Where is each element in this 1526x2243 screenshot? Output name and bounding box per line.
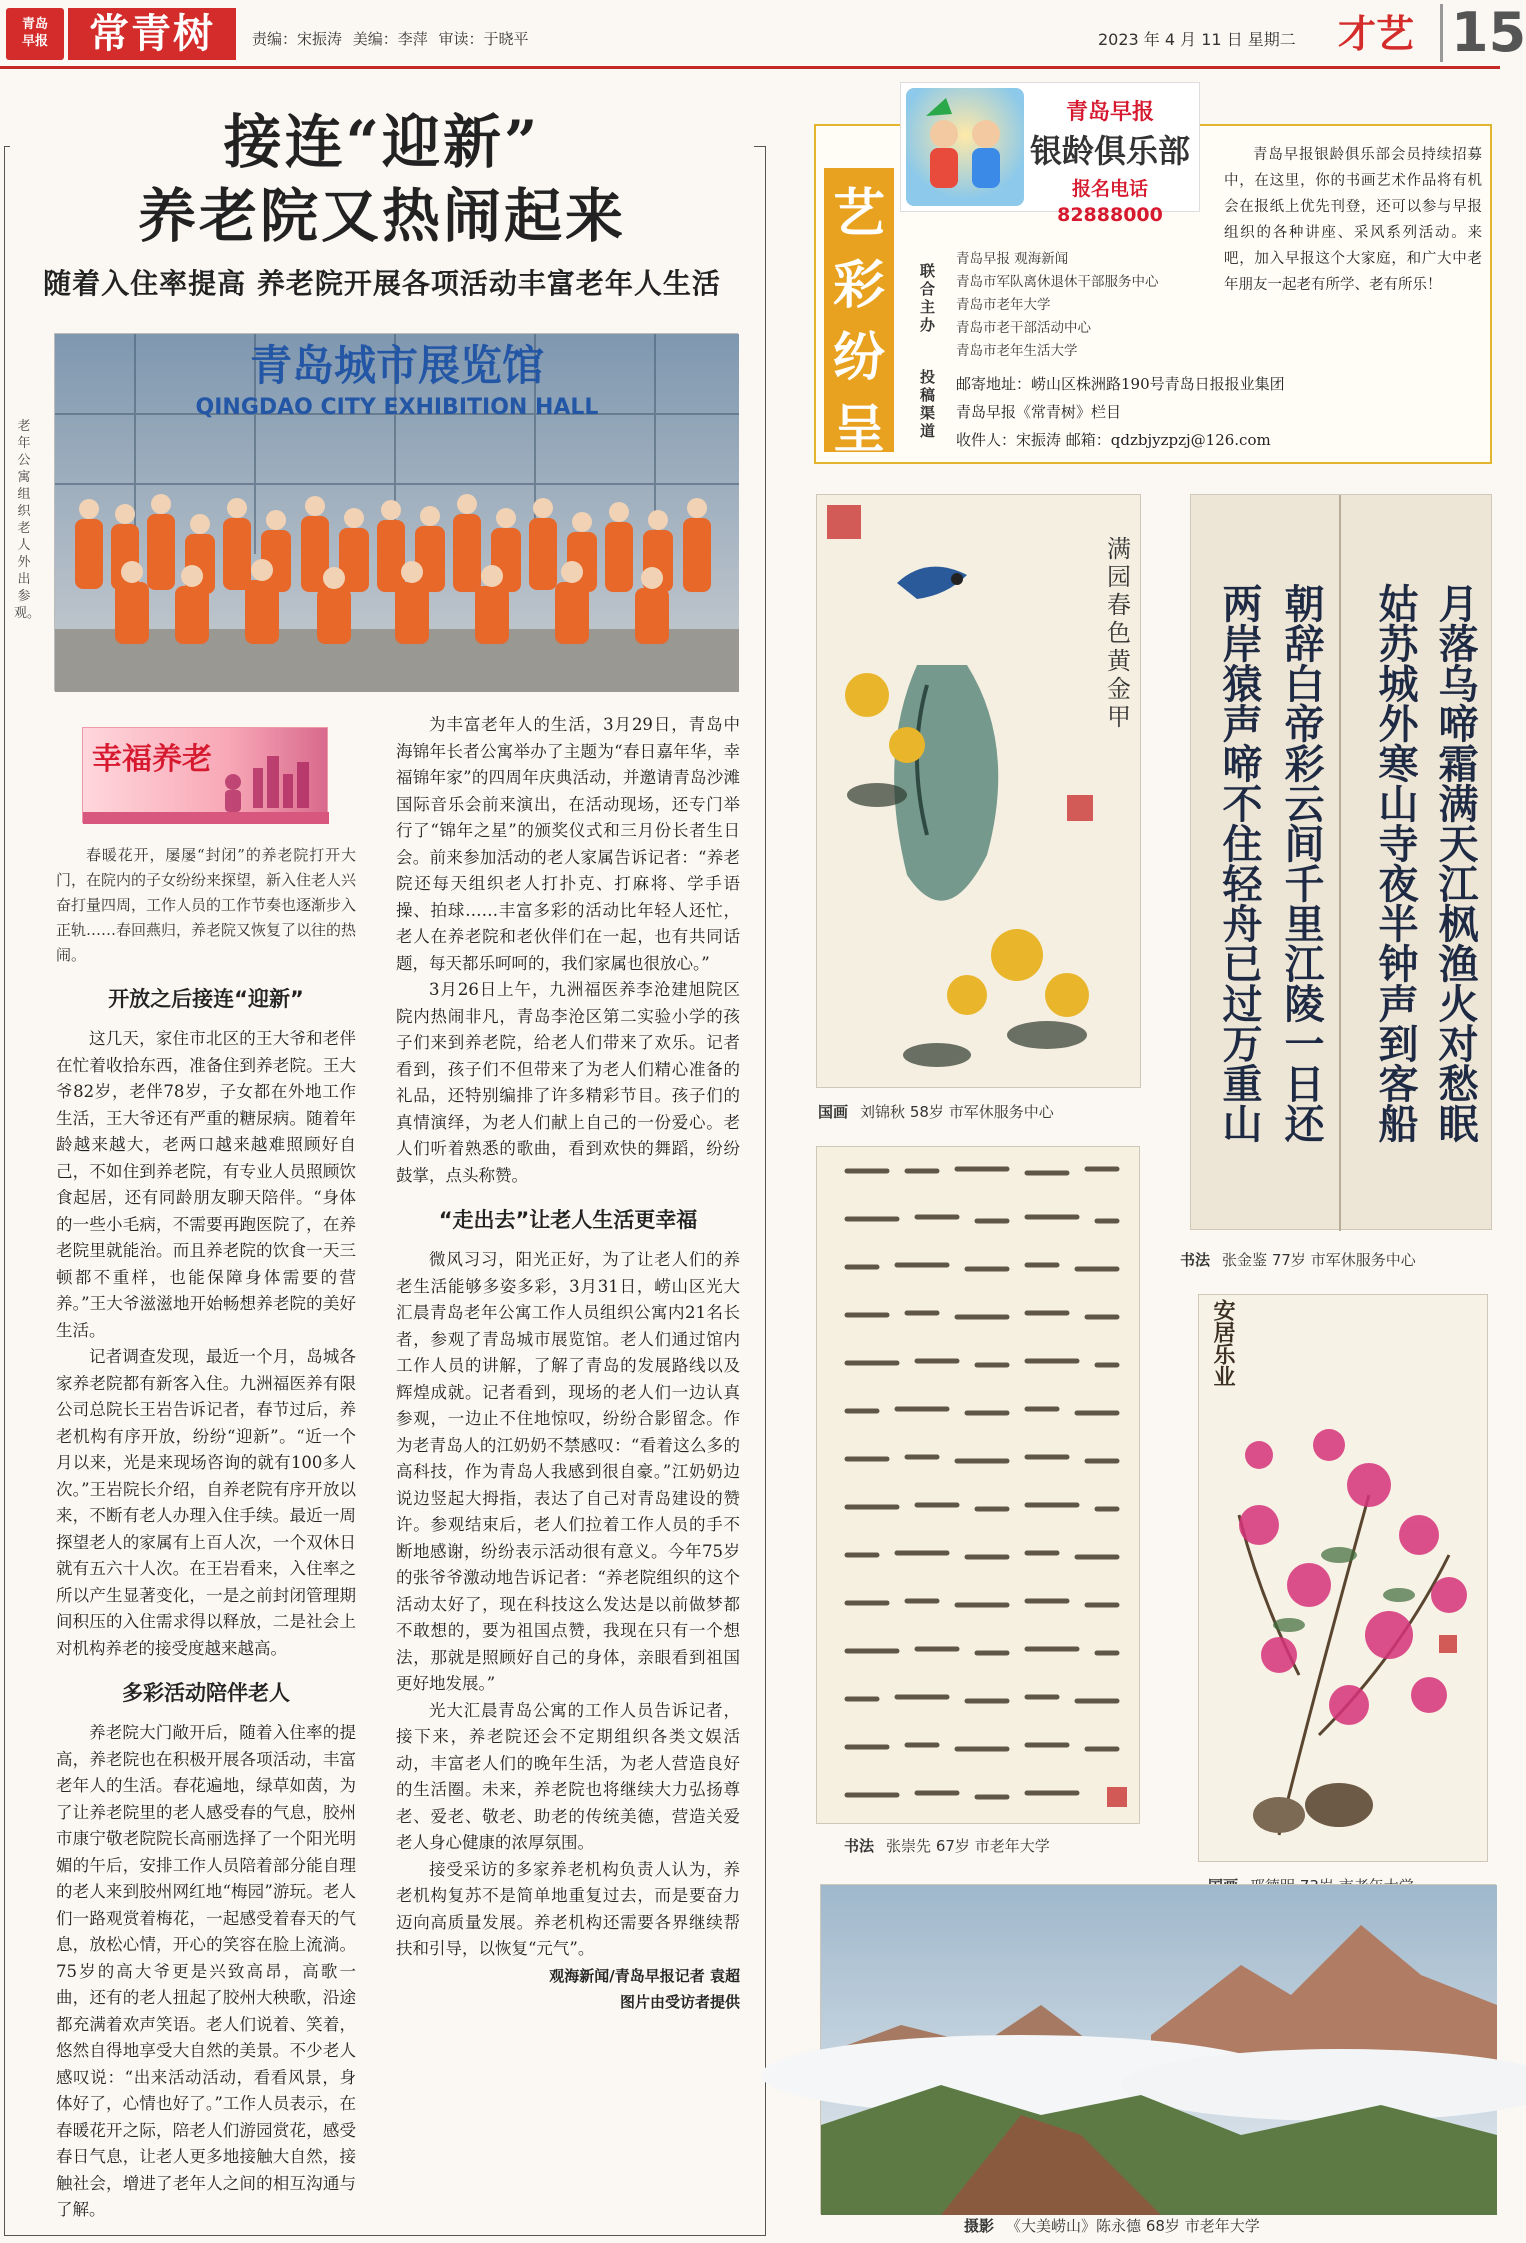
page-number: 15 <box>1440 4 1526 62</box>
byline: 观海新闻/青岛早报记者 袁超 <box>549 1966 740 1985</box>
calligraphy-column: 朝辞白帝彩云间千里江陵一日还 <box>1278 583 1325 1143</box>
host-list <box>956 248 1159 363</box>
article-title-line1: 接连“迎新” <box>10 106 754 178</box>
photo-sign-cn: 青岛城市展览馆 <box>249 341 545 390</box>
article-column-1 <box>56 843 356 2224</box>
artwork-calligraphy-sheet <box>816 1146 1140 1824</box>
paragraph: 光大汇晨青岛公寓的工作人员告诉记者，接下来，养老院还会不定期组织各类文娱活动，丰富老人们的晚年生活，为老人营造良好的生活圈。未来，养老院也将继续大力弘扬尊老、爱老、敬老、助老的传统美德，营造关爱老人身心健康的浓厚氛围。 <box>396 1700 740 1852</box>
artwork-caption: 书法 张金鉴 77岁 市军休服务中心 <box>1180 1251 1416 1269</box>
artwork-caption: 书法 张崇先 67岁 市老年大学 <box>844 1837 1050 1855</box>
artwork-calligraphy-scroll <box>1190 494 1492 1230</box>
photo-credit: 图片由受访者提供 <box>619 1992 740 2011</box>
club-org: 青岛早报 <box>1065 100 1154 125</box>
calligraphy-column: 两岸猿声啼不住轻舟已过万重山 <box>1216 583 1263 1143</box>
paragraph: 这几天，家住市北区的王大爷和老伴在忙着收拾东西，准备住到养老院。王大爷82岁，老伴78岁，子女都在外地工作生活，王大爷还有严重的糖尿病。随着年龄越来越大，老两口越来越难照顾好自己，不如住到养老院，有专业人员照顾饮食起居，还有同龄朋友聊天陪伴。“身体的一些小毛病，不需要再跑医院了，在养老院里就能治。而且养老院的饮食一天三顿都不重样，也能保障身体需要的营养。”王大爷滋滋地开始畅想养老院的美好生活。 <box>56 1029 356 1340</box>
article-column-2 <box>396 712 740 2015</box>
host-label: 联合主办 <box>920 262 936 334</box>
paragraph: 为丰富老年人的生活，3月29日，青岛中海锦年长者公寓举办了主题为“春日嘉年华，幸福锦年家”的四周年庆典活动，并邀请青岛沙滩国际音乐会前来演出，在活动现场，还专门举行了“锦年之星”的颁奖仪式和三月份长者生日会。前来参加活动的老人家属告诉记者：“养老院还每天组织老人打扑克、打麻将、学手语操、拍球……丰富多彩的活动比年轻人还忙，老人在养老院和老伙伴们在一起，也有共同话题，每天都乐呵呵的，我们家属也很放心。” <box>396 715 740 973</box>
submission-info <box>956 370 1286 454</box>
club-phone: 报名电话 82888000 <box>1057 178 1163 226</box>
section-banner-title: 幸福养老 <box>92 742 212 777</box>
calligraphy-column: 姑苏城外寒山寺夜半钟声到客船 <box>1372 583 1419 1143</box>
article-lead: 春暖花开，屡屡“封闭”的养老院打开大门，在院内的子女纷纷来探望，新入住老人兴奋打量四周，工作人员的工作节奏也逐渐步入正轨……春回燕归，养老院又恢复了以往的热闹。 <box>56 846 357 964</box>
artwork-painting-bird <box>816 494 1141 1088</box>
paragraph: 养老院大门敞开后，随着入住率的提高，养老院也在积极开展各项活动，丰富老年人的生活。春花遍地，绿草如茵，为了让养老院里的老人感受春的气息，胶州市康宁敬老院院长高丽选择了一个阳光明媚的午后，安排工作人员陪着部分能自理的老人来到胶州网红地“梅园”游玩。老人们一路观赏着梅花，一起感受着春天的气息，放松心情，开心的笑容在脸上流淌。75岁的高大爷更是兴致高昂，高歌一曲，还有的老人扭起了胶州大秧歌，沿途都充满着欢声笑语。老人们说着、笑着，悠然自得地享受大自然的美景。不少老人感叹说：“出来活动活动，看看风景，身体好了，心情也好了。”工作人员表示，在春暖花开之际，陪老人们游园赏花，感受春日气息，让老人更多地接触大自然，接触社会，增进了老年人之间的相互沟通与了解。 <box>56 1723 356 2219</box>
section-tag: 艺彩纷呈 <box>824 168 894 452</box>
host-item: 青岛市军队离休退休干部服务中心 <box>956 274 1159 290</box>
host-item: 青岛市老年大学 <box>956 297 1051 313</box>
group-photo <box>54 333 738 691</box>
article-subtitle: 随着入住率提高 养老院开展各项活动丰富老年人生活 <box>43 267 721 300</box>
subheading-3: “走出去”让老人生活更幸福 <box>438 1208 698 1232</box>
artwork-painting-flowers <box>1198 1294 1488 1862</box>
editor-credits: 责编：宋振涛 美编：李萍 审读：于晓平 <box>252 30 529 48</box>
artwork-caption: 国画 刘锦秋 58岁 市军休服务中心 <box>818 1103 1054 1121</box>
host-item: 青岛市老年生活大学 <box>956 343 1078 359</box>
club-mascot-icon <box>906 88 1024 206</box>
column-name: 常青树 <box>68 8 236 60</box>
host-item: 青岛早报 观海新闻 <box>956 251 1069 267</box>
calligraphy-column: 月落乌啼霜满天江枫渔火对愁眠 <box>1432 583 1479 1143</box>
section-name: 才艺 <box>1338 11 1415 56</box>
host-item: 青岛市老干部活动中心 <box>956 320 1091 336</box>
artwork-photo-landscape <box>820 1884 1496 2214</box>
header-rule <box>0 66 1500 69</box>
photo-caption: 老年公寓组织老人外出参观。 <box>14 419 41 621</box>
artwork-inscription: 满园春色黄金甲 <box>1107 535 1131 731</box>
subheading-2: 多彩活动陪伴老人 <box>122 1681 290 1705</box>
submission-label: 投稿渠道 <box>920 368 936 440</box>
paragraph: 接受采访的多家养老机构负责人认为，养老机构复苏不是简单地重复过去，而是要奋力迈向高质量发展。养老机构还需要各界继续帮扶和引导，以恢复“元气”。 <box>396 1859 740 1958</box>
newspaper-logo: 青岛 早报 <box>6 8 64 60</box>
club-name: 银龄俱乐部 <box>1030 132 1191 170</box>
subheading-1: 开放之后接连“迎新” <box>108 987 304 1011</box>
photo-sign-en: QINGDAO CITY EXHIBITION HALL <box>195 395 599 420</box>
submission-receiver: 收件人：宋振涛 邮箱：qdzbjyzpzj@126.com <box>956 431 1271 449</box>
artwork-caption: 摄影 《大美崂山》陈永德 68岁 市老年大学 <box>964 2217 1260 2235</box>
paragraph: 记者调查发现，最近一个月，岛城各家养老院都有新客入住。九洲福医养有限公司总院长王岩告诉记者，春节过后，养老机构有序开放，纷纷“迎新”。“近一个月以来，光是来现场咨询的就有100多人次。”王岩院长介绍，自养老院有序开放以来，不断有老人办理入住手续。最近一周探望老人的家属有上百人次，一个双休日就有五六十人次。在王岩看来，入住率之所以产生显著变化，一是之前封闭管理期间积压的入住需求得以释放，二是社会上对机构养老的接受度越来越高。 <box>56 1347 356 1658</box>
paragraph: 3月26日上午，九洲福医养李沧建旭院区院内热闹非凡，青岛李沧区第二实验小学的孩子们来到养老院，给老人们带来了欢乐。记者看到，孩子们不但带来了为老人们精心准备的礼品，还特别编排了许多精彩节目。孩子们的真情演绎，为老人们献上自己的一份爱心。老人们听着熟悉的歌曲，看到欢快的舞蹈，纷纷鼓掌，点头称赞。 <box>396 980 740 1185</box>
club-description: 青岛早报银龄俱乐部会员持续招募中，在这里，你的书画艺术作品将有机会在报纸上优先刊登，还可以参与早报组织的各种讲座、采风系列活动。来吧，加入早报这个大家庭，和广大中老年朋友一起老有所学、老有所乐！ <box>1224 147 1482 293</box>
paragraph: 微风习习，阳光正好，为了让老人们的养老生活能够多姿多彩，3月31日，崂山区光大汇晨青岛老年公寓工作人员组织公寓内21名长者，参观了青岛城市展览馆。老人们通过馆内工作人员的讲解，了解了青岛的发展路线以及辉煌成就。记者看到，现场的老人们一边认真参观，一边止不住地惊叹，纷纷合影留念。作为老青岛人的江奶奶不禁感叹：“看着这么多的高科技，作为青岛人我感到很自豪。”江奶奶边说边竖起大拇指，表达了自己对青岛建设的赞许。参观结束后，老人们拉着工作人员的手不断地感谢，纷纷表示活动很有意义。今年75岁的张爷爷激动地告诉记者：“养老院组织的这个活动太好了，现在科技这么发达是以前做梦都不敢想的，要为祖国点赞，我现在只有一个想法，那就是照顾好自己的身体，亲眼看到祖国更好地发展。” <box>396 1250 740 1693</box>
issue-date: 2023 年 4 月 11 日 星期二 <box>1098 30 1296 49</box>
article-title-line2: 养老院又热闹起来 <box>137 182 626 250</box>
submission-address: 邮寄地址：崂山区株洲路190号青岛日报报业集团青岛早报《常青树》栏目 <box>956 375 1285 421</box>
artwork-title: 安居乐业 <box>1210 1299 1236 1387</box>
